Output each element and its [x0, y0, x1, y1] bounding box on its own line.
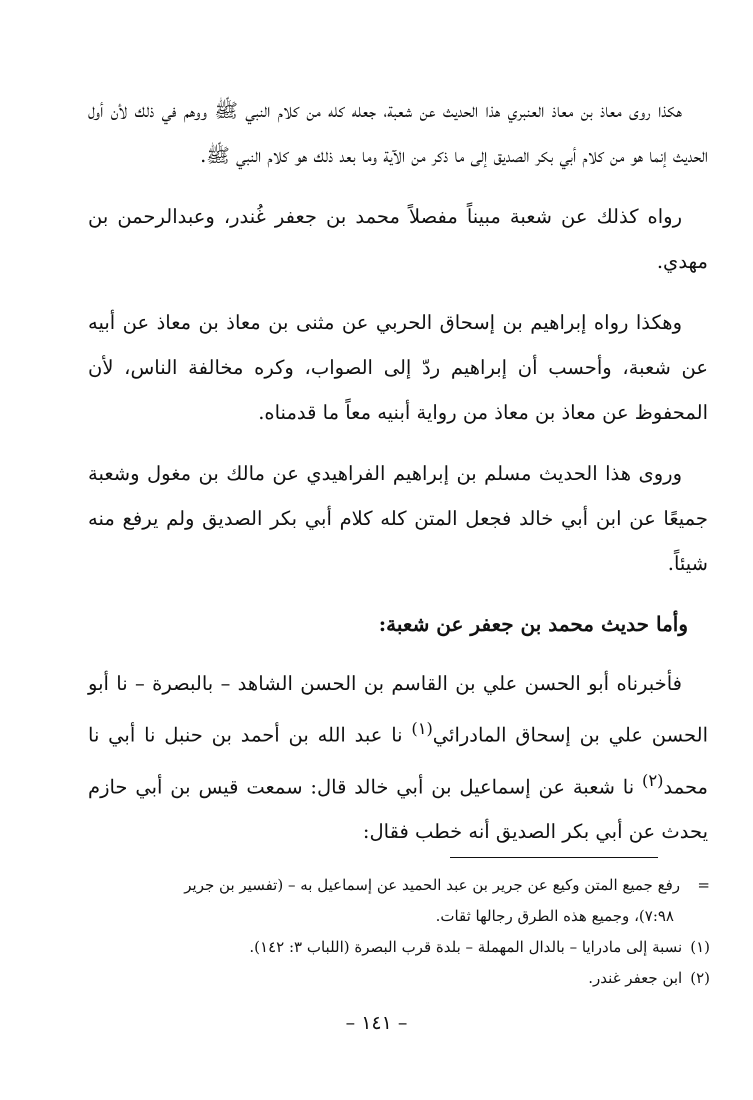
- footnote-2: [90, 963, 710, 994]
- footnote-2-number: (٢): [690, 969, 710, 987]
- footnote-1-text: نسبة إلى مادرايا – بالدال المهملة – بلدة قرب البصرة (اللباب ٣: ١٤٢).: [249, 938, 683, 956]
- footnote-divider: [450, 857, 658, 858]
- footnote-ref-1: (١): [411, 719, 433, 738]
- continuation-mark: =: [697, 876, 710, 894]
- section-heading: وأما حديث محمد بن جعفر عن شعبة:: [378, 612, 688, 636]
- isnad-part-2: نا عبد الله بن أحمد بن حنبل نا أبي نا محمد: [88, 723, 708, 798]
- isnad-part-3: نا شعبة عن إسماعيل بن أبي خالد قال: سمعت قيس بن أبي حازم يحدث عن أبي بكر الصديق أنه خطب فقال:: [88, 775, 708, 843]
- paragraph-3: وهكذا رواه إبراهيم بن إسحاق الحربي عن مثنى بن معاذ بن معاذ عن أبيه عن شعبة، وأحسب أن إبراهيم ردّ إلى الصواب، وكره مخالفة الناس، لأن المحفوظ عن معاذ بن معاذ من رواية أبنيه معاً ما قدمناه.: [88, 311, 708, 424]
- main-text: [88, 88, 708, 870]
- isnad-paragraph: [88, 661, 708, 854]
- page-number: – ١٤١ –: [345, 1012, 408, 1034]
- paragraph-1: هكذا روى معاذ بن معاذ العنبري هذا الحديث عن شعبة، جعله كله من كلام النبي ﷺ ووهم في ذلك لأن أول الحديث إنما هو من كلام أبي بكر الصديق إلى ما ذكر من الآية وما بعد ذلك هو كلام النبي ﷺ.: [88, 99, 708, 167]
- footnote-1: [90, 932, 710, 963]
- footnote-continuation-2: ٧:٩٨)، وجميع هذه الطرق رجالها ثقات.: [435, 907, 674, 925]
- paragraph-4: وروى هذا الحديث مسلم بن إبراهيم الفراهيدي عن مالك بن مغول وشعبة جميعًا عن ابن أبي خالد فجعل المتن كله كلام أبي بكر الصديق ولم يرفع منه شيئاً.: [88, 462, 708, 575]
- footnotes: [90, 870, 710, 994]
- continuation-line-1: رفع جميع المتن وكيع عن جرير بن عبد الحميد عن إسماعيل به – (تفسير بن جرير: [184, 876, 680, 894]
- paragraph-2: رواه كذلك عن شعبة مبيناً مفصلاً محمد بن جعفر غُندر، وعبدالرحمن بن مهدي.: [88, 205, 708, 273]
- footnote-continuation: [90, 870, 710, 901]
- footnote-ref-2: (٢): [642, 770, 664, 790]
- isnad-part-1: فأخبرناه أبو الحسن علي بن القاسم بن الحسن الشاهد – بالبصرة – نا أبو الحسن علي بن إسحاق المادرائي: [88, 672, 708, 747]
- footnote-1-number: (١): [690, 938, 710, 956]
- footnote-2-text: ابن جعفر غندر.: [588, 969, 683, 987]
